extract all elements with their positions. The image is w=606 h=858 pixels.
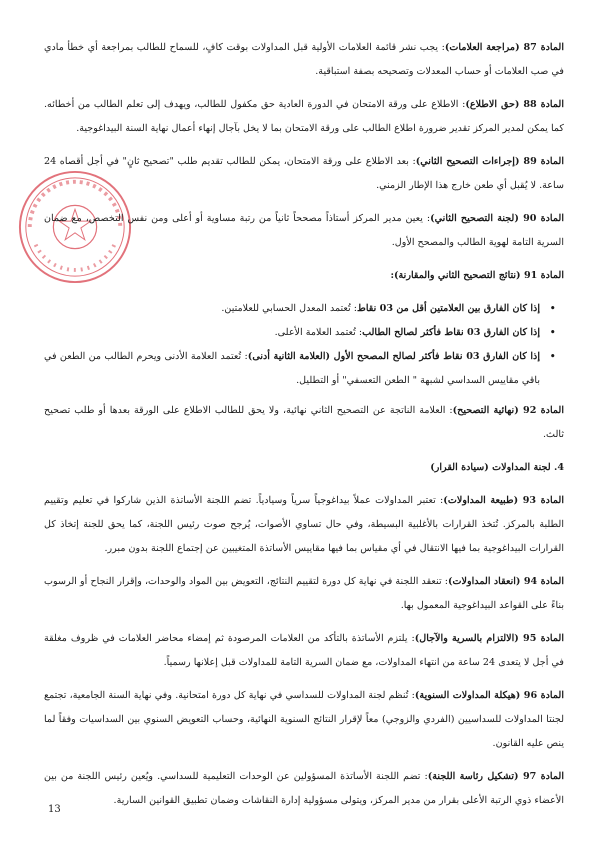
article-90	[44, 207, 564, 255]
article-text: : يجب نشر قائمة العلامات الأولية قبل المداولات بوقت كافٍ، للسماح للطالب بمراجعة أي خطأ مادي في صب العلامات أو حساب المعدلات وتصحيحه بصفة استباقية.	[44, 42, 564, 77]
article-text: : تضم اللجنة الأساتذة المسؤولين عن الوحدات التعليمية للسداسي. ويُعين رئيس اللجنة من بين الأعضاء ذوي الرتبة الأعلى بقرار من مدير المركز، ويتولى مسؤولية إدارة النقاشات وضمان تطبيق القوانين السارية.	[44, 771, 564, 806]
bullet-condition: إذا كان الفارق بين العلامتين أقل من 03 نقاط	[357, 303, 540, 314]
article-heading: المادة 90 (لجنة التصحيح الثاني)	[430, 213, 564, 224]
article-text: : يلتزم الأساتذة بالتأكد من العلامات المرصودة ثم إمضاء محاضر العلامات في ظروف مغلقة في أجل لا يتعدى 24 ساعة من انتهاء المداولات، مع ضمان السرية التامة للمداولات قبل إعلانها رسمياً.	[44, 633, 564, 668]
list-item	[44, 297, 540, 321]
article-heading: المادة 89 (إجراءات التصحيح الثاني)	[415, 156, 564, 167]
article-heading: المادة 93 (طبيعة المداولات)	[443, 495, 565, 506]
article-91-list	[44, 297, 564, 393]
article-97	[44, 765, 564, 813]
bullet-condition: إذا كان الفارق 03 نقاط فأكثر لصالح الطالب	[362, 327, 540, 338]
article-87	[44, 36, 564, 84]
article-text: : العلامة الناتجة عن التصحيح الثاني نهائية، ولا يحق للطالب الاطلاع على الورقة بعدها أو طلب تصحيح ثالث.	[44, 405, 564, 440]
article-93	[44, 489, 564, 561]
section-title: 4. لجنة المداولات (سيادة القرار)	[430, 462, 564, 473]
article-92	[44, 399, 564, 447]
article-94	[44, 570, 564, 618]
bullet-text: : تُعتمد العلامة الأعلى.	[274, 327, 363, 338]
article-text: : الاطلاع على ورقة الامتحان في الدورة العادية حق مكفول للطالب، ويهدف إلى تعلم الطالب من أخطائه. كما يمكن لمدير المركز تقدير ضرورة اطلاع الطالب على ورقة الامتحان بما لا يخل بآجال إنهاء أعمال نهاية السنة البيداغوجية.	[44, 99, 564, 134]
article-heading: المادة 92 (نهائية التصحيح)	[452, 405, 565, 416]
article-heading: المادة 87 (مراجعة العلامات)	[444, 42, 564, 53]
article-text: : تعتبر المداولات عملاً بيداغوجياً سرياً وسيادياً. تضم اللجنة الأساتذة الذين شاركوا في تعليم وتقييم الطلبة بالمركز. تُتخذ القرارات بالأغلبية البسيطة، وفي حال تساوي الأصوات، يُرجح صوت رئيس اللجنة، كما يحق للجنة إتخاذ كل القرارات البيداغوجية بما فيها الانتقال في أي مقياس بما فيها مقاييس الأساتذة المتغيبين عن إجتماع اللجنة بدون مبرر.	[44, 495, 564, 554]
list-item	[44, 321, 540, 345]
article-heading: المادة 97 (تشكيل رئاسة اللجنة)	[427, 771, 564, 782]
article-heading: المادة 96 (هيكلة المداولات السنوية)	[414, 690, 564, 701]
article-heading: المادة 91 (نتائج التصحيح الثاني والمقارنة):	[390, 270, 564, 281]
bullet-text: : تُعتمد المعدل الحسابي للعلامتين.	[221, 303, 357, 314]
article-91	[44, 264, 564, 288]
article-95	[44, 627, 564, 675]
article-heading: المادة 95 (الالتزام بالسرية والآجال)	[414, 633, 564, 644]
article-89	[44, 150, 564, 198]
article-heading: المادة 94 (انعقاد المداولات)	[447, 576, 564, 587]
article-heading: المادة 88 (حق الاطلاع)	[465, 99, 564, 110]
bullet-text: : تُعتمد العلامة الأدنى ويحرم الطالب من الطعن في باقي مقاييس السداسي لشبهة " الطعن التعسفي" أو التطليل.	[44, 351, 540, 386]
page-number: 13	[48, 804, 61, 815]
document-body	[44, 36, 564, 822]
article-88	[44, 93, 564, 141]
article-text: : يعين مدير المركز أستاذاً مصححاً ثانياً من رتبة مساوية أو أعلى ومن نفس التخصص، مع ضمان السرية التامة لهوية الطالب والمصحح الأول.	[44, 213, 564, 248]
article-text: : تُنظم لجنة المداولات للسداسي في نهاية كل دورة امتحانية. وفي نهاية السنة الجامعية، تجتمع لجنتا المداولات للسداسيين (الفردي والزوجي) معاً لإقرار النتائج السنوية النهائية، وحساب التعويض السنوي بين السداسيات وفقاً لما ينص عليه القانون.	[44, 690, 564, 749]
list-item	[44, 345, 540, 393]
article-96	[44, 684, 564, 756]
article-text: : بعد الاطلاع على ورقة الامتحان، يمكن للطالب تقديم طلب "تصحيح ثانٍ" في أجل أقصاه 24 ساعة. لا يُقبل أي طعن خارج هذا الإطار الزمني.	[44, 156, 564, 191]
bullet-condition: إذا كان الفارق 03 نقاط فأكثر لصالح المصحح الأول (العلامة الثانية أدنى)	[247, 351, 540, 362]
article-text: : تنعقد اللجنة في نهاية كل دورة لتقييم النتائج، التعويض بين المواد والوحدات، وإقرار النجاح أو الرسوب بناءً على القواعد البيداغوجية المعمول بها.	[44, 576, 564, 611]
